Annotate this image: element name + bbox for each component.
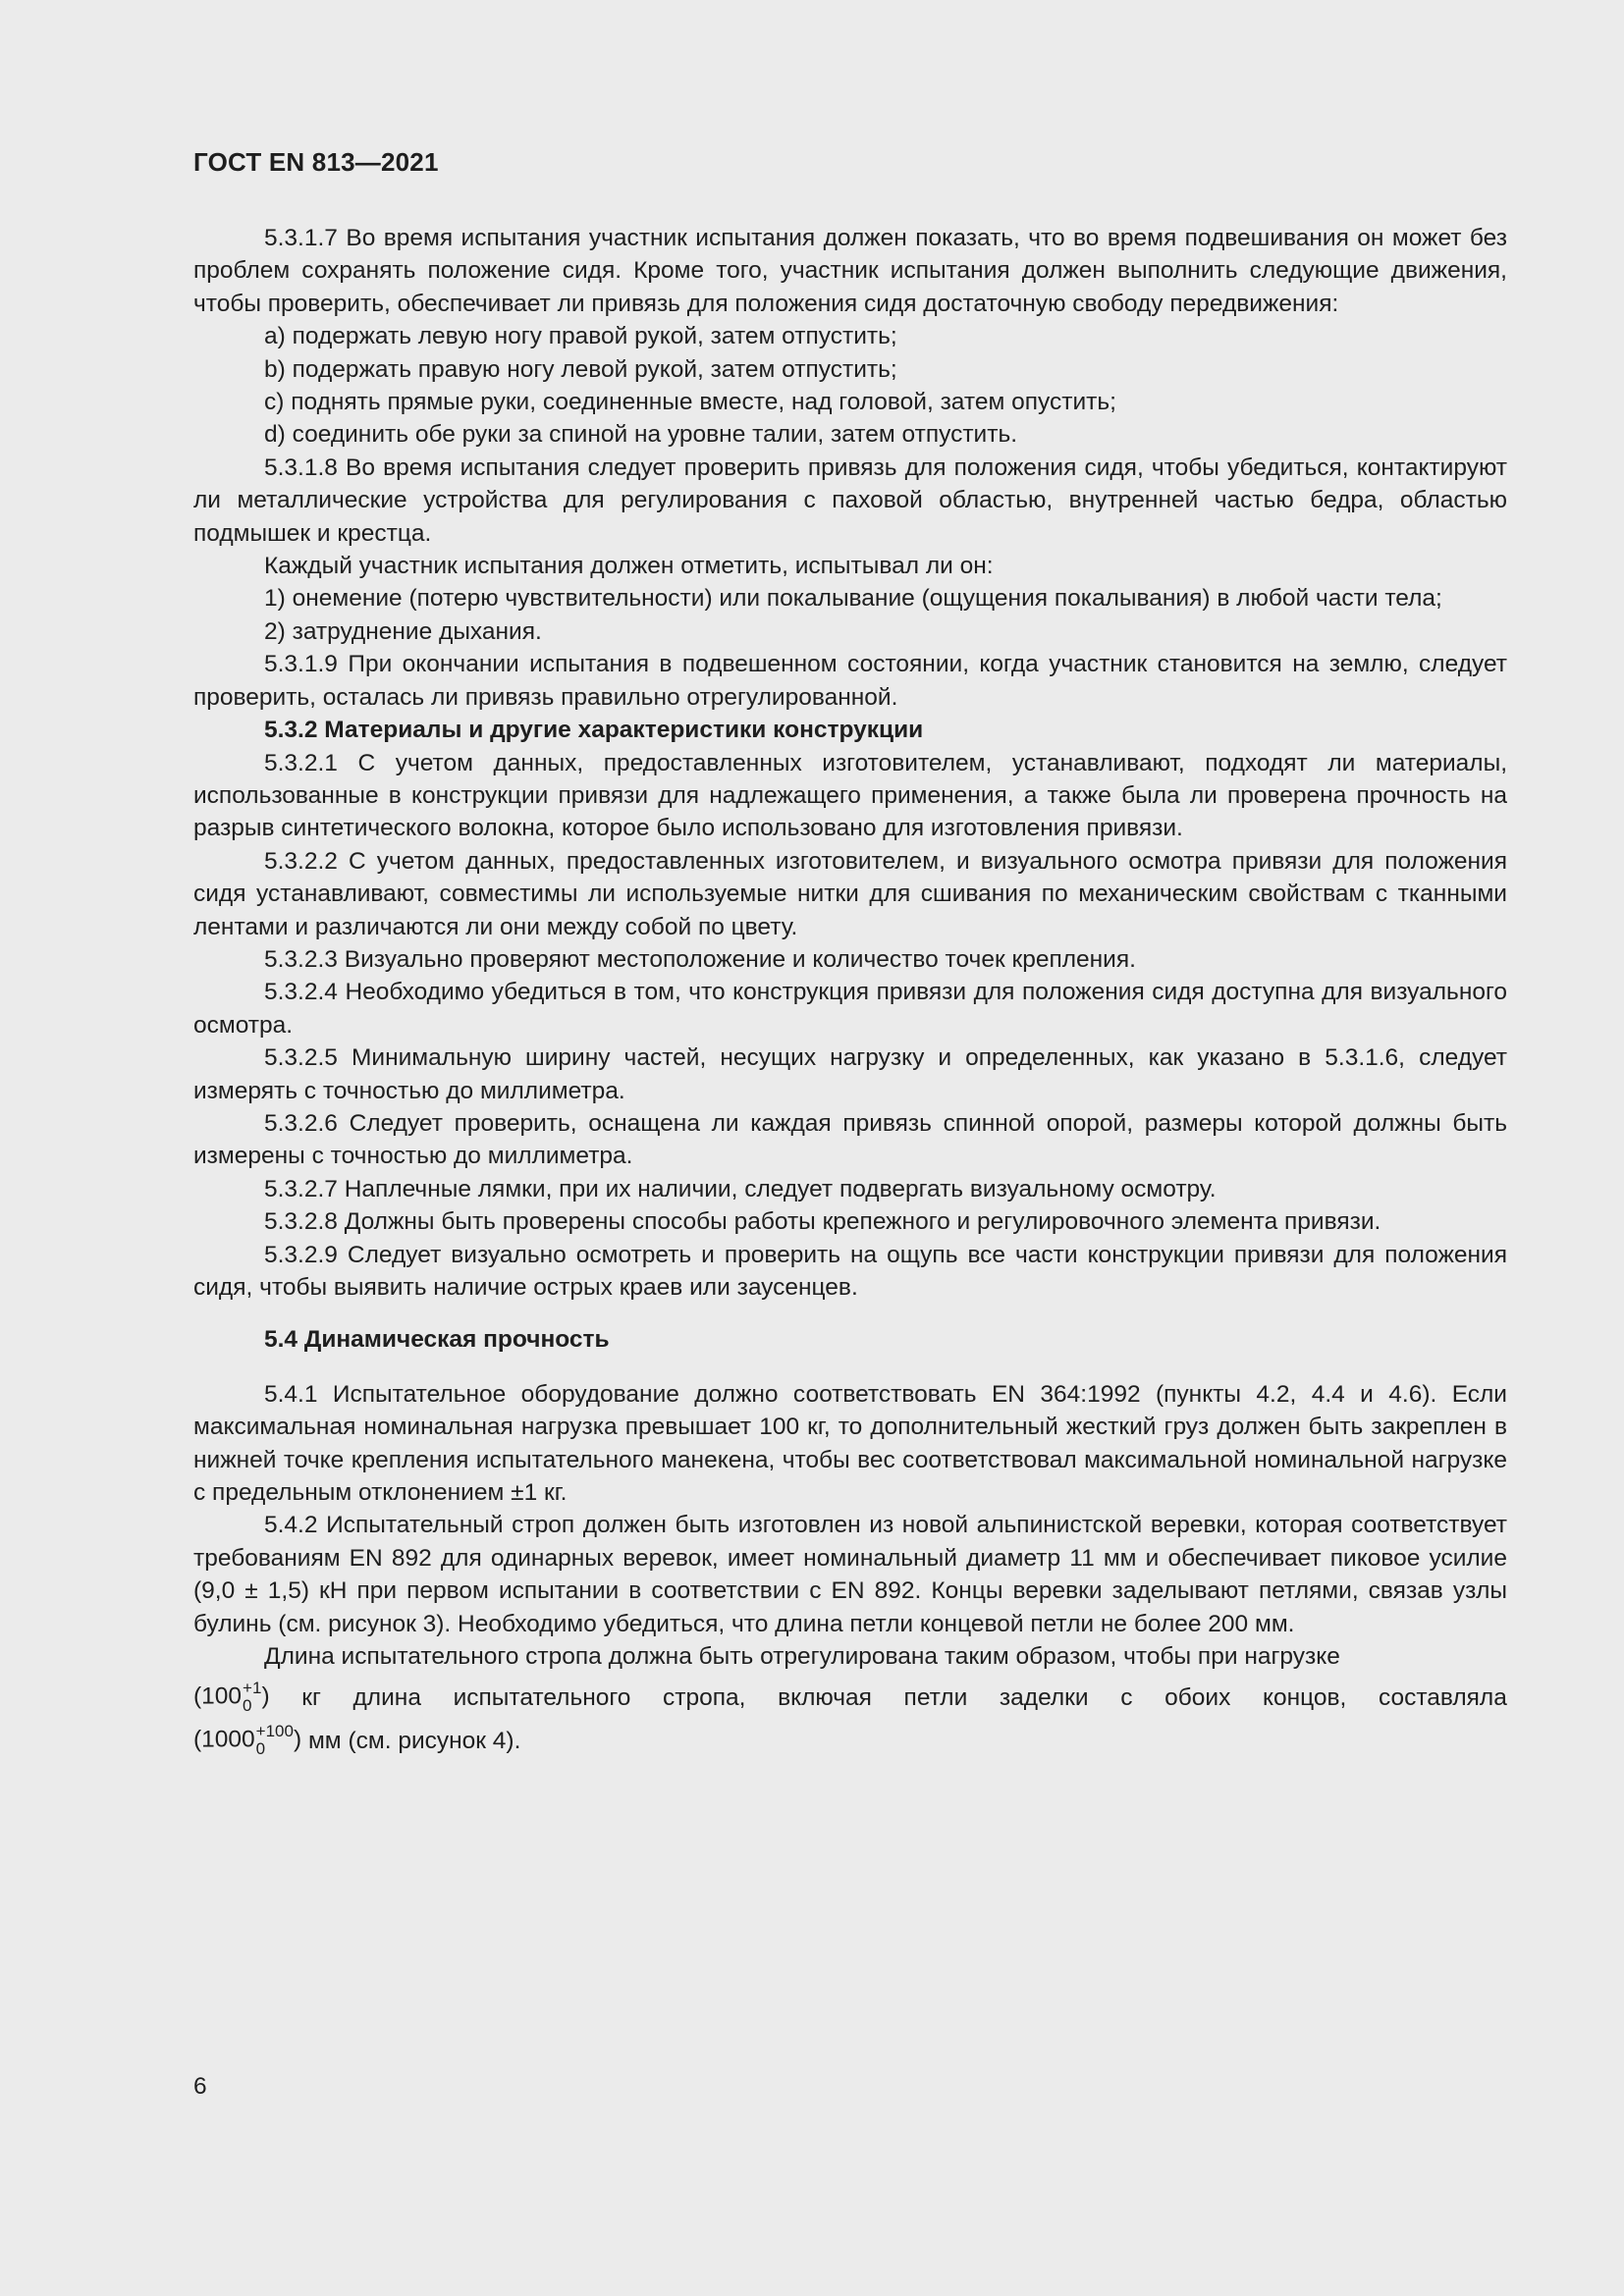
- page-number: 6: [193, 2073, 207, 2100]
- formula-line-word: стропа,: [663, 1683, 746, 1711]
- paragraph-sling-length: Длина испытательного стропа должна быть отрегулирована таким образом, чтобы при нагрузке: [264, 1643, 1340, 1671]
- paragraph-5-3-1-8: 5.3.1.8 Во время испытания следует проверить привязь для положения сидя, чтобы убедиться, контактируют ли металлические устройства для регулирования с паховой областью, внутренней частью бедра, областью подмышек и крестца.: [193, 454, 1507, 547]
- formula-line-word: концов,: [1262, 1683, 1347, 1711]
- paragraph-participant-note: Каждый участник испытания должен отметить, испытывал ли он:: [264, 553, 994, 580]
- document-header: ГОСТ EN 813—2021: [193, 147, 439, 177]
- formula-line-word: с: [1120, 1683, 1133, 1711]
- list-item-1: 1) онемение (потерю чувствительности) или покалывание (ощущения покалывания) в любой части тела;: [264, 585, 1442, 613]
- list-item-d: d) соединить обе руки за спиной на уровне талии, затем отпустить.: [264, 421, 1018, 449]
- formula-line-tail: мм (см. рисунок 4).: [307, 1727, 521, 1754]
- paragraph-5-3-2-9: 5.3.2.9 Следует визуально осмотреть и проверить на ощупь все части конструкции привязи для положения сидя, чтобы выявить наличие острых краев или заусенцев.: [193, 1241, 1507, 1301]
- formula-line-word: петли: [903, 1683, 968, 1711]
- formula-length-tolerance: (1000 +100 0 ): [193, 1722, 302, 1759]
- formula-load-tolerance: (100 +1 0 ): [193, 1679, 270, 1716]
- list-item-a: a) подержать левую ногу правой рукой, затем отпустить;: [264, 323, 897, 350]
- paragraph-5-3-1-7: 5.3.1.7 Во время испытания участник испытания должен показать, что во время подвешивания он может без проблем сохранять положение сидя. Кроме того, участник испытания должен выполнить следующие движения, чтобы проверить, обеспечивает ли привязь для положения сидя достаточную свободу передвижения:: [193, 225, 1507, 317]
- paragraph-5-3-2-7: 5.3.2.7 Наплечные лямки, при их наличии, следует подвергать визуальному осмотру.: [264, 1175, 1217, 1202]
- formula-line-word: заделки: [999, 1683, 1089, 1711]
- paragraph-5-3-1-9: 5.3.1.9 При окончании испытания в подвешенном состоянии, когда участник становится на землю, следует проверить, осталась ли привязь правильно отрегулированной.: [193, 651, 1507, 711]
- list-item-c: c) поднять прямые руки, соединенные вместе, над головой, затем опустить;: [264, 389, 1116, 416]
- formula-line-length: [193, 1722, 1507, 1759]
- paragraph-5-4-1: 5.4.1 Испытательное оборудование должно соответствовать EN 364:1992 (пункты 4.2, 4.4 и 4.6). Если максимальная номинальная нагрузка превышает 100 кг, то дополнительный жесткий груз должен быть закреплен в нижней точке крепления испытательного манекена, чтобы вес соответствовал максимальной номинальной нагрузке с предельным отклонением ±1 кг.: [193, 1380, 1507, 1507]
- document-body: [193, 222, 1507, 1759]
- formula-line-word: длина: [352, 1683, 421, 1711]
- formula-line-load: [193, 1673, 1507, 1722]
- list-item-b: b) подержать правую ногу левой рукой, затем отпустить;: [264, 355, 897, 383]
- formula-line-word: испытательного: [453, 1683, 631, 1711]
- formula-line-word: кг: [301, 1683, 321, 1711]
- section-heading-5-4: 5.4 Динамическая прочность: [264, 1326, 610, 1354]
- list-item-2: 2) затруднение дыхания.: [264, 617, 542, 645]
- paragraph-5-4-2: 5.4.2 Испытательный строп должен быть изготовлен из новой альпинистской веревки, которая соответствует требованиям EN 892 для одинарных веревок, имеет номинальный диаметр 11 мм и обеспечивает пиковое усилие (9,0 ± 1,5) кН при первом испытании в соответствии с EN 892. Концы веревки заделывают петлями, связав узлы булинь (см. рисунок 3). Необходимо убедиться, что длина петли концевой петли не более 200 мм.: [193, 1512, 1507, 1637]
- formula-line-word: включая: [778, 1683, 872, 1711]
- section-heading-5-3-2: 5.3.2 Материалы и другие характеристики конструкции: [264, 717, 924, 744]
- paragraph-5-3-2-8: 5.3.2.8 Должны быть проверены способы работы крепежного и регулировочного элемента привязи.: [264, 1208, 1381, 1236]
- paragraph-5-3-2-6: 5.3.2.6 Следует проверить, оснащена ли каждая привязь спинной опорой, размеры которой должны быть измерены с точностью до миллиметра.: [193, 1109, 1507, 1170]
- paragraph-5-3-2-3: 5.3.2.3 Визуально проверяют местоположение и количество точек крепления.: [264, 945, 1136, 973]
- paragraph-5-3-2-5: 5.3.2.5 Минимальную ширину частей, несущих нагрузку и определенных, как указано в 5.3.1.6, следует измерять с точностью до миллиметра.: [193, 1044, 1507, 1104]
- formula-line-word: обоих: [1164, 1683, 1231, 1711]
- paragraph-5-3-2-1: 5.3.2.1 С учетом данных, предоставленных изготовителем, устанавливают, подходят ли материалы, использованные в конструкции привязи для надлежащего применения, а также была ли проверена прочность на разрыв синтетического волокна, которое было использовано для изготовления привязи.: [193, 749, 1507, 842]
- paragraph-5-3-2-2: 5.3.2.2 С учетом данных, предоставленных изготовителем, и визуального осмотра привязи для положения сидя устанавливают, совместимы ли используемые нитки для сшивания по механическим свойствам с тканными лентами и различаются ли они между собой по цвету.: [193, 847, 1507, 940]
- formula-line-word: составляла: [1378, 1683, 1507, 1711]
- paragraph-5-3-2-4: 5.3.2.4 Необходимо убедиться в том, что конструкция привязи для положения сидя доступна для визуального осмотра.: [193, 979, 1507, 1039]
